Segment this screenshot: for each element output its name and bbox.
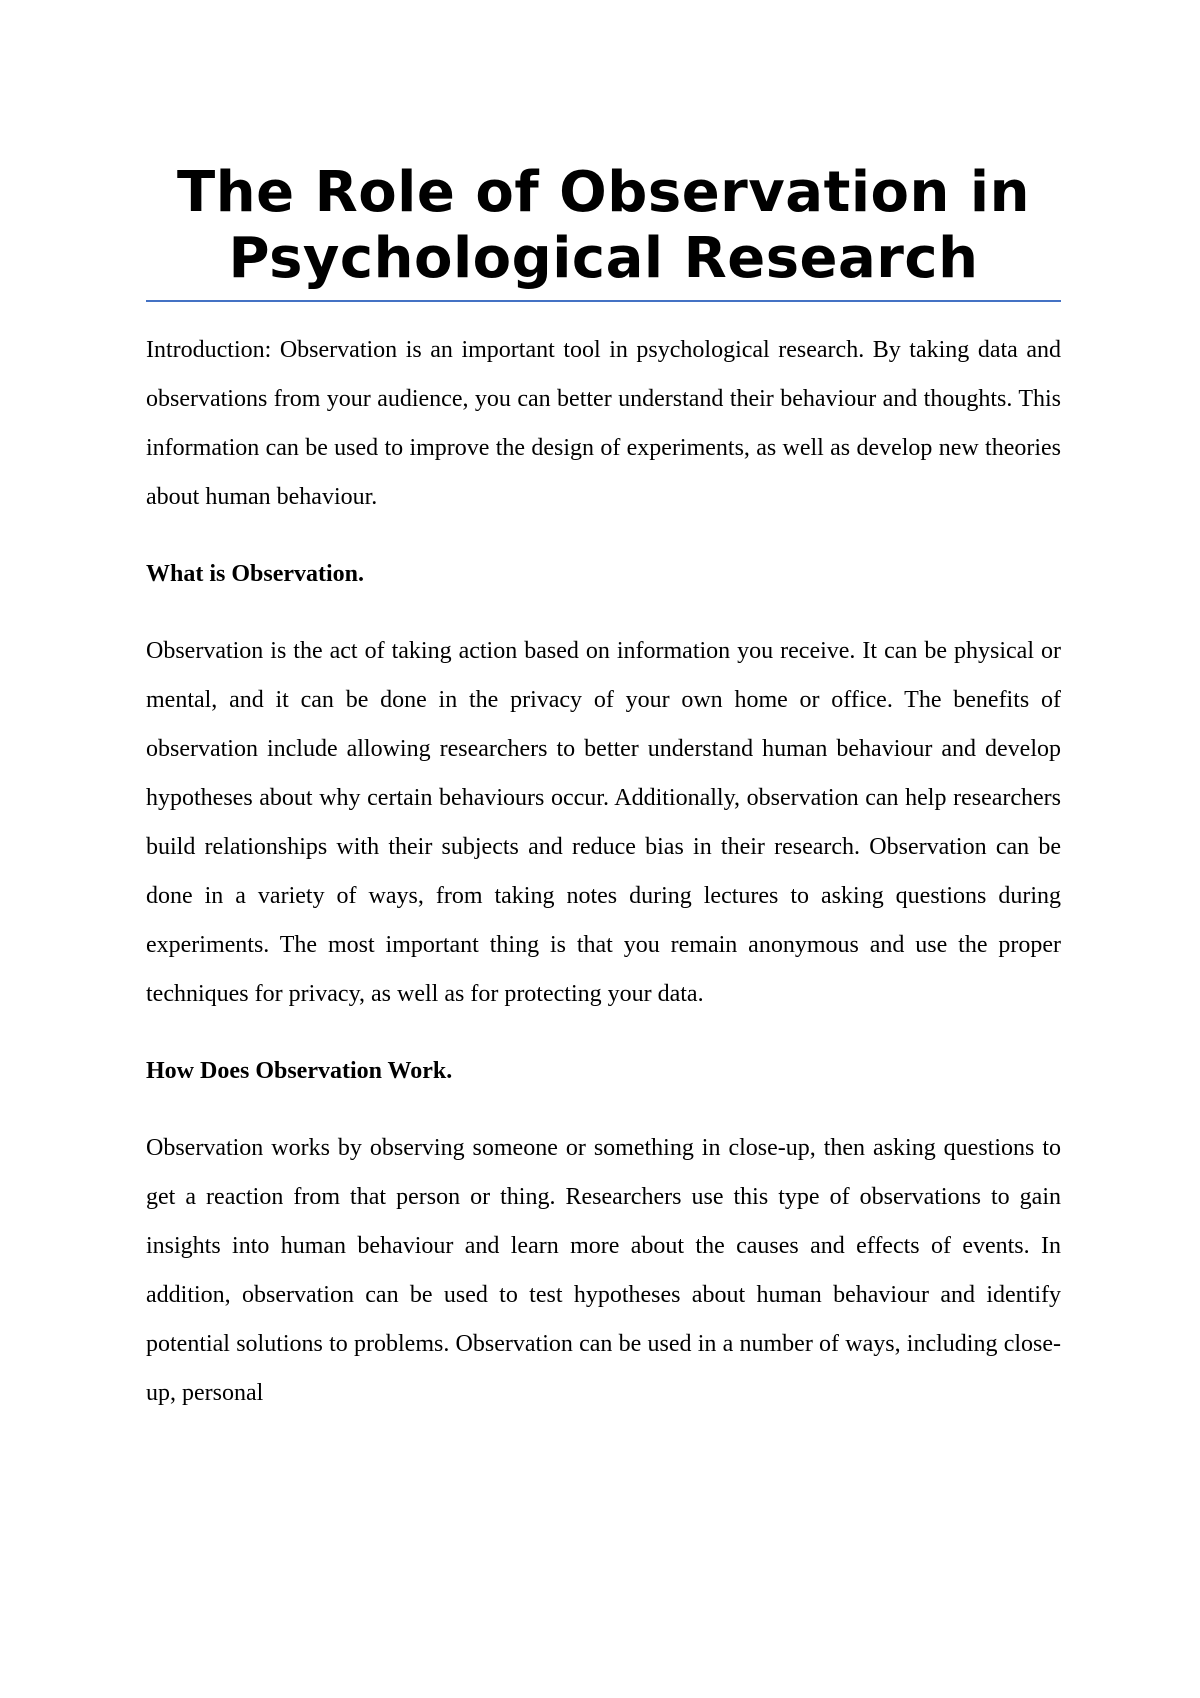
section-heading-how-does-observation-work: How Does Observation Work. [146, 1058, 453, 1084]
title-underline [146, 300, 1061, 302]
document-body [146, 160, 1061, 1418]
intro-paragraph: Introduction: Observation is an important tool in psychological research. By taking data and observations from your audience, you can better understand their behaviour and thoughts. This information can be used to improve the design of experiments, as well as develop new theories about human behaviour. [146, 337, 1061, 510]
what-is-observation-paragraph: Observation is the act of taking action based on information you receive. It can be physical or mental, and it can be done in the privacy of your own home or office. The benefits of observation include allowing researchers to better understand human behaviour and develop hypotheses about why certain behaviours occur. Additionally, observation can help researchers build relationships with their subjects and reduce bias in their research. Observation can be done in a variety of ways, from taking notes during lectures to asking questions during experiments. The most important thing is that you remain anonymous and use the proper techniques for privacy, as well as for protecting your data. [146, 638, 1061, 1007]
document-title: The Role of Observation in Psychological Research [177, 160, 1030, 291]
section-heading-what-is-observation: What is Observation. [146, 561, 365, 587]
how-does-observation-work-paragraph: Observation works by observing someone or something in close-up, then asking questions to get a reaction from that person or thing. Researchers use this type of observations to gain insights into human behaviour and learn more about the causes and effects of events. In addition, observation can be used to test hypotheses about human behaviour and identify potential solutions to problems. Observation can be used in a number of ways, including close-up, personal [146, 1135, 1061, 1406]
